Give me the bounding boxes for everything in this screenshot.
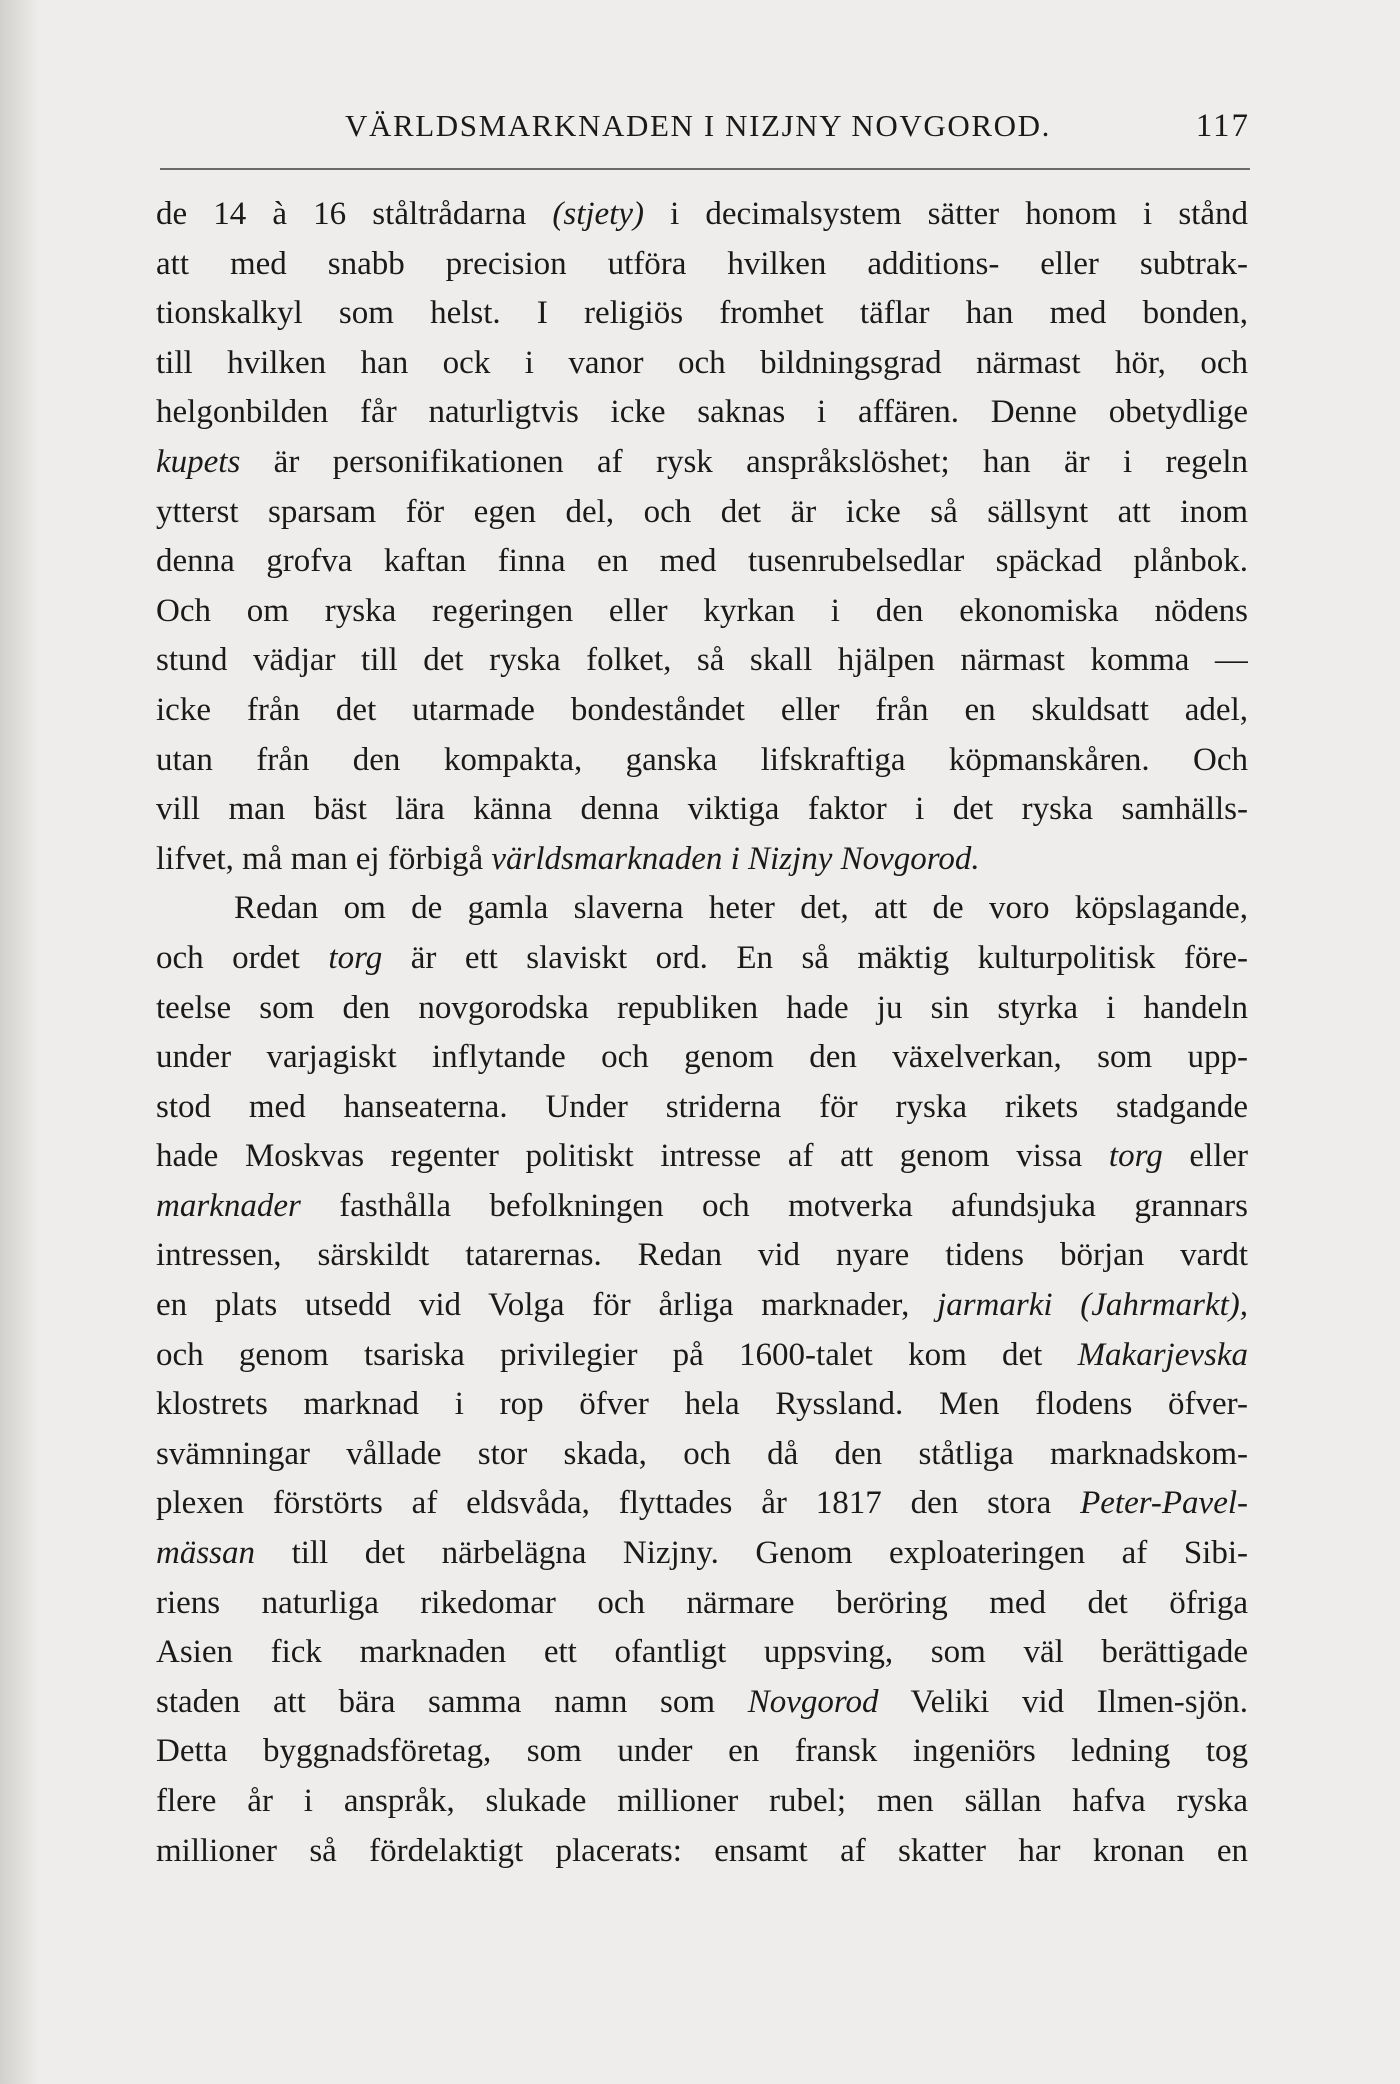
text-line [156,1033,1248,1083]
text-segment: klostrets marknad i rop öfver hela Ryssland. Men flodens öfver- [156,1386,1248,1423]
text-segment: eller [1162,1138,1248,1175]
text-segment: vill man bäst lära känna denna viktiga faktor i det ryska samhälls- [156,791,1248,828]
text-line [156,240,1248,290]
text-line [156,835,1248,885]
text-line [156,339,1248,389]
page-number: 117 [1195,108,1250,144]
text-segment: Redan om de gamla slaverna heter det, att de voro köpslagande, [234,890,1248,927]
spine-shadow [0,0,40,2084]
text-segment: teelse som den novgorodska republiken hade ju sin styrka i handeln [156,989,1248,1026]
italic-text: (stjety) [552,196,644,232]
text-segment: Och om ryska regeringen eller kyrkan i den ekonomiska nödens [156,592,1248,629]
text-line [156,1132,1248,1182]
italic-text: torg [328,939,383,976]
text-segment: tionskalkyl som helst. I religiös fromhet täflar han med bonden, [156,295,1248,332]
text-line [156,1380,1248,1430]
text-line [156,289,1248,339]
text-line [156,1529,1248,1579]
text-line [156,1182,1248,1232]
text-segment: ytterst sparsam för egen del, och det är icke så sällsynt att inom [156,493,1248,530]
header-rule [160,168,1250,170]
text-segment: och genom tsariska privilegier på 1600-talet kom det [156,1336,1078,1373]
text-segment: till hvilken han ock i vanor och bildningsgrad närmast hör, och [156,344,1248,381]
text-line [156,1579,1248,1629]
italic-text: världsmarknaden i Nizjny Novgorod. [491,840,980,877]
text-line [156,1231,1248,1281]
text-line [156,984,1248,1034]
text-segment: i decimalsystem sätter honom i stånd [643,196,1248,232]
text-segment: millioner så fördelaktigt placerats: ensamt af skatter har kronan en [156,1832,1248,1869]
text-line [156,1827,1248,1877]
text-segment: Asien fick marknaden ett ofantligt uppsving, som väl berättigade [156,1634,1248,1671]
italic-text: kupets [156,443,241,480]
text-segment: är ett slaviskt ord. En så mäktig kulturpolitisk före- [382,939,1248,976]
text-segment: helgonbilden får naturligtvis icke saknas i affären. Denne obetydlige [156,394,1248,431]
text-line [156,884,1248,934]
text-line [156,1777,1248,1827]
running-head [155,108,1250,158]
text-line [156,636,1248,686]
text-segment: de 14 à 16 ståltrådarna [156,196,553,232]
text-segment: plexen förstörts af eldsvåda, flyttades år 1817 den stora [156,1485,1081,1522]
text-segment: flere år i anspråk, slukade millioner rubel; men sällan hafva ryska [156,1783,1248,1819]
text-segment: svämningar vållade stor skada, och då den ståtliga marknadskom- [156,1435,1248,1472]
italic-text: Peter-Pavel- [1080,1485,1248,1522]
italic-text: marknader [156,1187,301,1224]
text-line [156,190,1248,240]
italic-text: Makarjevska [1077,1336,1248,1373]
body-text [156,190,1248,1876]
text-line [156,1281,1248,1331]
text-line [156,1678,1248,1728]
text-segment: fasthålla befolkningen och motverka afundsjuka grannars [300,1187,1248,1224]
text-segment: icke från det utarmade bondeståndet eller från en skuldsatt adel, [156,691,1248,728]
text-line [156,785,1248,835]
text-line [156,736,1248,786]
italic-text: Novgorod [747,1683,879,1720]
text-segment: under varjagiskt inflytande och genom den växelverkan, som upp- [156,1039,1248,1076]
text-segment: och ordet [156,939,329,976]
text-segment: en plats utsedd vid Volga för årliga marknader, [156,1287,938,1324]
text-line [156,388,1248,438]
text-line [156,1430,1248,1480]
text-segment: hade Moskvas regenter politiskt intresse af att genom vissa [156,1138,1109,1175]
text-line [156,488,1248,538]
text-line [156,934,1248,984]
text-line [156,1479,1248,1529]
italic-text: torg [1108,1138,1163,1175]
italic-text: jarmarki (Jahrmarkt), [937,1287,1248,1324]
text-line [156,587,1248,637]
text-segment: staden att bära samma namn som [156,1683,748,1720]
italic-text: mässan [156,1535,256,1572]
text-line [156,1628,1248,1678]
text-segment: Detta byggnadsföretag, som under en fransk ingeniörs ledning tog [156,1733,1248,1770]
text-segment: till det närbelägna Nizjny. Genom exploateringen af Sibi- [255,1535,1248,1572]
text-line [156,1083,1248,1133]
text-segment: stod med hanseaterna. Under striderna för ryska rikets stadgande [156,1088,1248,1125]
text-segment: denna grofva kaftan finna en med tusenrubelsedlar späckad plånbok. [156,543,1248,580]
text-line [156,686,1248,736]
text-segment: att med snabb precision utföra hvilken additions- eller subtrak- [156,245,1248,282]
text-segment: stund vädjar till det ryska folket, så skall hjälpen närmast komma — [156,642,1248,679]
text-line [156,1331,1248,1381]
text-line [156,537,1248,587]
text-segment: Veliki vid Ilmen-sjön. [878,1683,1248,1720]
running-title: VÄRLDSMARKNADEN I NIZJNY NOVGOROD. [345,108,1051,143]
text-segment: riens naturliga rikedomar och närmare beröring med det öfriga [156,1584,1248,1621]
text-segment: är personifikationen af rysk anspråkslöshet; han är i regeln [240,443,1248,480]
text-segment: intressen, särskildt tatarernas. Redan vid nyare tidens början vardt [156,1237,1248,1274]
text-line [156,438,1248,488]
text-segment: lifvet, må man ej förbigå [156,840,492,877]
text-line [156,1727,1248,1777]
text-segment: utan från den kompakta, ganska lifskraftiga köpmanskåren. Och [156,741,1248,778]
